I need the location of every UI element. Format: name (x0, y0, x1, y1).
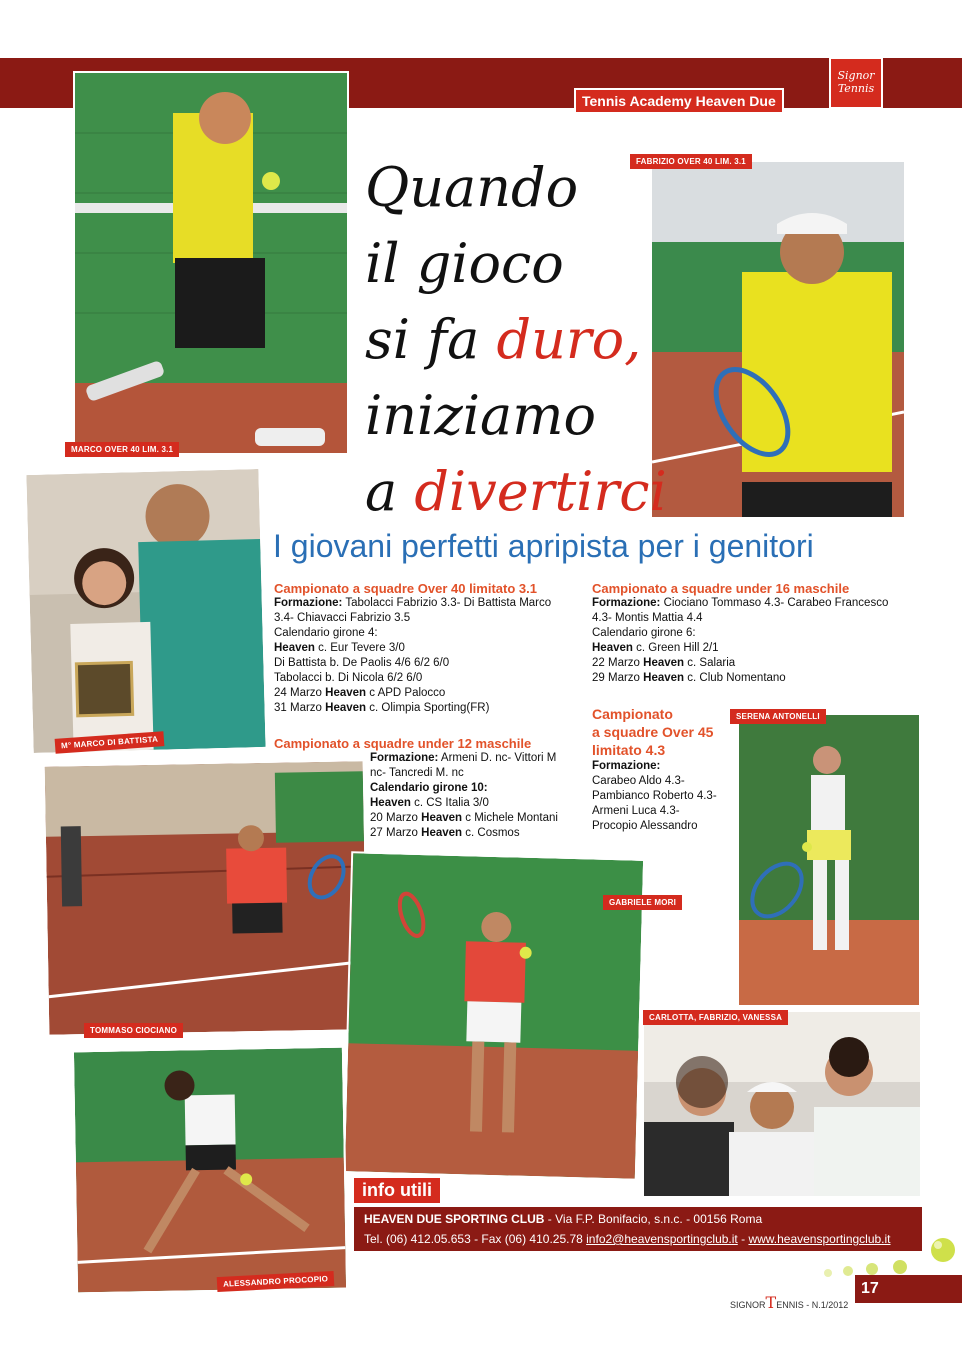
title-line: limitato 4.3 (592, 742, 666, 758)
headline-line-4: iniziamo (365, 384, 596, 447)
text: c. Eur Tevere 3/0 (314, 642, 405, 654)
match-row (370, 811, 574, 826)
section-label: Tennis Academy Heaven Due (574, 88, 784, 114)
text: c Michele Montani (462, 812, 558, 824)
player: Armeni Luca 4.3- (592, 805, 680, 817)
result-row: Tabolacci b. Di Nicola 6/2 6/0 (274, 672, 423, 684)
player: Pambianco Roberto 4.3- (592, 790, 717, 802)
calendar: Calendario girone 6: (592, 627, 696, 639)
subheadline: I giovani perfetti apripista per i genitori (273, 528, 814, 564)
info-box (354, 1207, 922, 1251)
photo-di-battista (24, 467, 267, 755)
section-title (592, 705, 732, 759)
headline-accent: divertirci (414, 460, 667, 523)
match-row (274, 701, 574, 716)
magazine-initial: T (765, 1293, 777, 1312)
page-number: 17 (855, 1275, 962, 1303)
text: 31 Marzo (274, 702, 326, 714)
formazione (370, 751, 574, 781)
photo-serena (737, 713, 921, 1007)
label: Formazione: (274, 597, 343, 609)
headline-accent: duro, (496, 308, 642, 371)
photo-fabrizio (650, 160, 906, 519)
text: 22 Marzo (592, 657, 644, 669)
info-line-1 (364, 1209, 912, 1229)
result-row (274, 641, 574, 656)
headline-text: si fa (365, 308, 497, 371)
section-over45 (592, 705, 732, 834)
issue-number: - N.1/2012 (803, 1300, 849, 1310)
formazione-label (592, 759, 732, 774)
website-link[interactable]: www.heavensportingclub.it (748, 1232, 891, 1246)
section-title: Campionato a squadre Over 40 limitato 3.1 (274, 581, 537, 596)
title-line: Campionato (592, 706, 673, 722)
label: Calendario girone 10: (370, 782, 488, 794)
match-row (274, 686, 574, 701)
separator: - (737, 1232, 749, 1246)
team: Heaven (325, 702, 367, 714)
section-body (370, 751, 574, 841)
caption-serena: SERENA ANTONELLI (730, 709, 826, 724)
club-address: - Via F.P. Bonifacio, s.n.c. - 00156 Roma (544, 1212, 763, 1226)
headline-line-2: il gioco (365, 232, 564, 295)
tennis-ball-icon (925, 1232, 961, 1273)
caption-tommaso: TOMMASO CIOCIANO (84, 1023, 183, 1038)
calendar: Calendario girone 4: (274, 627, 378, 639)
photo-gabriele (343, 851, 645, 1181)
result-row (592, 641, 892, 656)
player: Carabeo Aldo 4.3- (592, 775, 685, 787)
section-body (592, 596, 892, 686)
text: c. Green Hill 2/1 (632, 642, 719, 654)
footer-credit (730, 1293, 848, 1312)
text: c. CS Italia 3/0 (410, 797, 489, 809)
headline-line-1: Quando (365, 156, 579, 219)
headline-line-5 (365, 454, 667, 530)
headline (365, 150, 667, 530)
text: c. Salaria (684, 657, 736, 669)
text: 29 Marzo (592, 672, 644, 684)
text: Armeni D. nc- Vittori M nc- Tancredi M. nc (370, 752, 557, 779)
text: Ciociano Tommaso 4.3- Carabeo Francesco 4.3- Montis Mattia 4.4 (592, 597, 889, 624)
caption-marco: MARCO OVER 40 LIM. 3.1 (65, 442, 179, 457)
team: Heaven (370, 797, 411, 809)
team: Heaven (643, 657, 685, 669)
match-row (592, 656, 892, 671)
text: c APD Palocco (366, 687, 446, 699)
team: Heaven (592, 642, 633, 654)
team: Heaven (274, 642, 315, 654)
section-over40 (274, 581, 574, 716)
text: 20 Marzo (370, 812, 422, 824)
team: Heaven (421, 812, 463, 824)
caption-battista: M° MARCO DI BATTISTA (55, 731, 165, 754)
match-row (592, 671, 892, 686)
caption-fabrizio: FABRIZIO OVER 40 LIM. 3.1 (630, 154, 752, 169)
label: Formazione: (592, 760, 661, 772)
section-under16 (592, 581, 892, 686)
team: Heaven (325, 687, 367, 699)
player: Procopio Alessandro (592, 820, 698, 832)
text: Tabolacci Fabrizio 3.3- Di Battista Marco 3.4- Chiavacci Fabrizio 3.5 (274, 597, 552, 624)
result-row: Di Battista b. De Paolis 4/6 6/2 6/0 (274, 657, 450, 669)
team: Heaven (421, 827, 463, 839)
section-body (274, 596, 574, 716)
formazione (592, 596, 892, 626)
club-name: HEAVEN DUE SPORTING CLUB (364, 1212, 545, 1226)
photo-alessandro (72, 1046, 348, 1295)
photo-marco (73, 71, 349, 455)
magazine-name: ENNIS (776, 1300, 804, 1310)
headline-line-3 (365, 302, 667, 378)
section-title: Campionato a squadre under 16 maschile (592, 581, 850, 596)
title-line: a squadre Over 45 (592, 724, 714, 740)
caption-carlotta: CARLOTTA, FABRIZIO, VANESSA (643, 1010, 788, 1025)
photo-carlotta (642, 1010, 922, 1198)
text: c. Cosmos (462, 827, 520, 839)
caption-gabriele: GABRIELE MORI (603, 895, 682, 910)
result-row (370, 796, 574, 811)
text: 24 Marzo (274, 687, 326, 699)
text: c. Club Nomentano (684, 672, 786, 684)
logo-line-1: Signor (837, 69, 875, 82)
caption-alessandro: ALESSANDRO PROCOPIO (217, 1271, 335, 1292)
text: 27 Marzo (370, 827, 422, 839)
match-row (370, 826, 574, 841)
text: c. Olimpia Sporting(FR) (366, 702, 490, 714)
section-body (592, 759, 732, 834)
club-phone: Tel. (06) 412.05.653 - Fax (06) 410.25.78 (364, 1232, 587, 1246)
calendar (370, 781, 574, 796)
logo-line-2: Tennis (837, 82, 875, 95)
team: Heaven (643, 672, 685, 684)
magazine-name: SIGNOR (730, 1300, 766, 1310)
email-link[interactable]: info2@heavensportingclub.it (586, 1232, 738, 1246)
photo-tommaso (43, 759, 370, 1037)
formazione (274, 596, 574, 626)
headline-text: a (365, 460, 415, 523)
label: Formazione: (592, 597, 661, 609)
info-line-2 (364, 1229, 912, 1249)
label: Formazione: (370, 752, 439, 764)
section-title: Campionato a squadre under 12 maschile (274, 736, 532, 751)
magazine-logo (829, 57, 883, 109)
info-title: info utili (354, 1178, 440, 1203)
